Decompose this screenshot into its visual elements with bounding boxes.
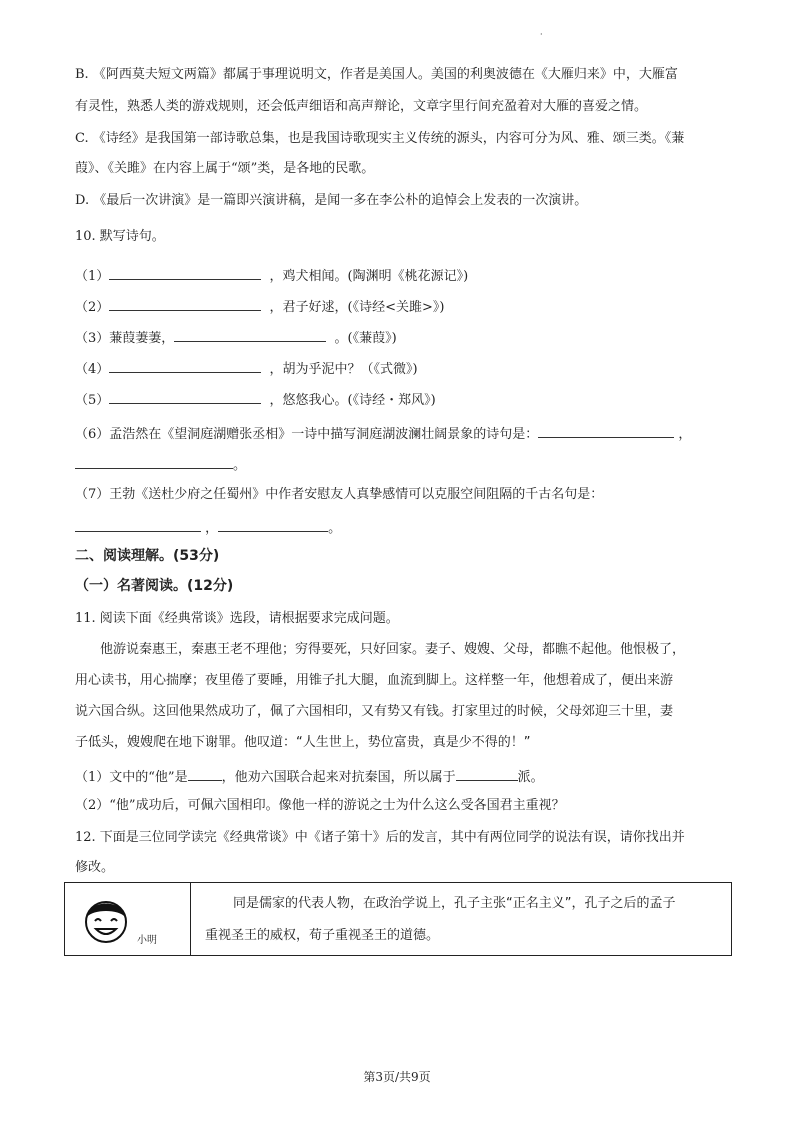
q10-item-6-cont: 。 — [75, 454, 246, 475]
student-statement-table — [64, 882, 732, 956]
q12-line2: 修改。 — [75, 860, 115, 875]
q10-item-7: （7）王勃《送杜少府之任蜀州》中作者安慰友人真挚感情可以克服空间阻隔的千古名句是： — [75, 487, 604, 502]
q11-sub1: （1）文中的“他”是 ，他劝六国联合起来对抗秦国，所以属于 派。 — [75, 766, 544, 787]
page-footer: 第3页/共9页 — [363, 1070, 431, 1084]
q10-item-7-cont: ， 。 — [75, 517, 341, 538]
table-divider — [190, 883, 191, 955]
answer-blank[interactable] — [109, 389, 261, 404]
q10-item-4: （4） ，胡为乎泥中？（《式微》) — [75, 358, 418, 379]
answer-blank[interactable] — [75, 517, 201, 532]
answer-blank[interactable] — [218, 517, 328, 532]
student-face-icon — [79, 893, 133, 947]
q11-passage-line3: 说六国合纵。这回他果然成功了，佩了六国相印，又有势又有钱。打家里过的时候，父母郊迎三十里，妻 — [75, 704, 674, 719]
top-mark: · — [540, 30, 543, 39]
q10-item-5: （5） ，悠悠我心。(《诗经・郑风》) — [75, 389, 436, 410]
answer-blank[interactable] — [109, 265, 261, 280]
q10-item-3: （3）蒹葭萋萋， 。(《蒹葭》) — [75, 327, 397, 348]
statement-line1: 同是儒家的代表人物，在政治学说上，孔子主张“正名主义”，孔子之后的孟子 — [233, 896, 676, 911]
q11-passage-line2: 用心读书，用心揣摩；夜里倦了要睡，用锥子扎大腿，血流到脚上。这样整一年，他想着成了，便出来游 — [75, 673, 674, 688]
q10-item-6: （6）孟浩然在《望洞庭湖赠张丞相》一诗中描写洞庭湖波澜壮阔景象的诗句是： ， — [75, 423, 691, 444]
option-b-line2: 有灵性，熟悉人类的游戏规则，还会低声细语和高声辩论，文章字里行间充盈着对大雁的喜爱之情。 — [75, 99, 648, 114]
q10-item-2: （2） ，君子好逑，(《诗经<关雎>》) — [75, 296, 444, 317]
answer-blank[interactable] — [109, 296, 261, 311]
q10-item-1: （1） ，鸡犬相闻。(陶渊明《桃花源记》) — [75, 265, 468, 286]
student-name: 小明 — [137, 935, 157, 946]
answer-blank[interactable] — [75, 454, 233, 469]
q11-sub2: （2）“他”成功后，可佩六国相印。像他一样的游说之士为什么这么受各国君主重视？ — [75, 798, 565, 813]
option-c-line2: 葭》、《关雎》在内容上属于“颂”类，是各地的民歌。 — [75, 161, 375, 176]
answer-blank[interactable] — [538, 423, 674, 438]
q11-passage-line1: 他游说秦惠王，秦惠王老不理他；穷得要死，只好回家。妻子、嫂嫂、父母，都瞧不起他。他恨极了， — [100, 642, 686, 657]
answer-blank[interactable] — [174, 327, 326, 342]
q11-title: 11. 阅读下面《经典常谈》选段，请根据要求完成问题。 — [75, 611, 399, 626]
statement-line2: 重视圣王的威权，荀子重视圣王的道德。 — [205, 928, 440, 943]
option-c-line1: C. 《诗经》是我国第一部诗歌总集，也是我国诗歌现实主义传统的源头，内容可分为风、雅、颂三类。《蒹 — [75, 131, 685, 146]
answer-blank[interactable] — [456, 766, 518, 781]
option-d-line1: D. 《最后一次讲演》是一篇即兴演讲稿，是闻一多在李公朴的追悼会上发表的一次演讲。 — [75, 193, 588, 208]
section-2-title: 二、阅读理解。(53分) — [75, 548, 220, 564]
section-2-sub1: （一）名著阅读。(12分) — [75, 578, 234, 594]
q12-line1: 12. 下面是三位同学读完《经典常谈》中《诸子第十》后的发言，其中有两位同学的说法有误，请你找出并 — [75, 830, 685, 845]
answer-blank[interactable] — [188, 766, 222, 781]
q11-passage-line4: 子低头，嫂嫂爬在地下谢罪。他叹道：“人生世上，势位富贵，真是少不得的！” — [75, 735, 531, 750]
option-b-line1: B. 《阿西莫夫短文两篇》都属于事理说明文，作者是美国人。美国的利奥波德在《大雁归来》中，大雁富 — [75, 67, 678, 82]
answer-blank[interactable] — [109, 358, 261, 373]
q10-title: 10. 默写诗句。 — [75, 229, 165, 244]
